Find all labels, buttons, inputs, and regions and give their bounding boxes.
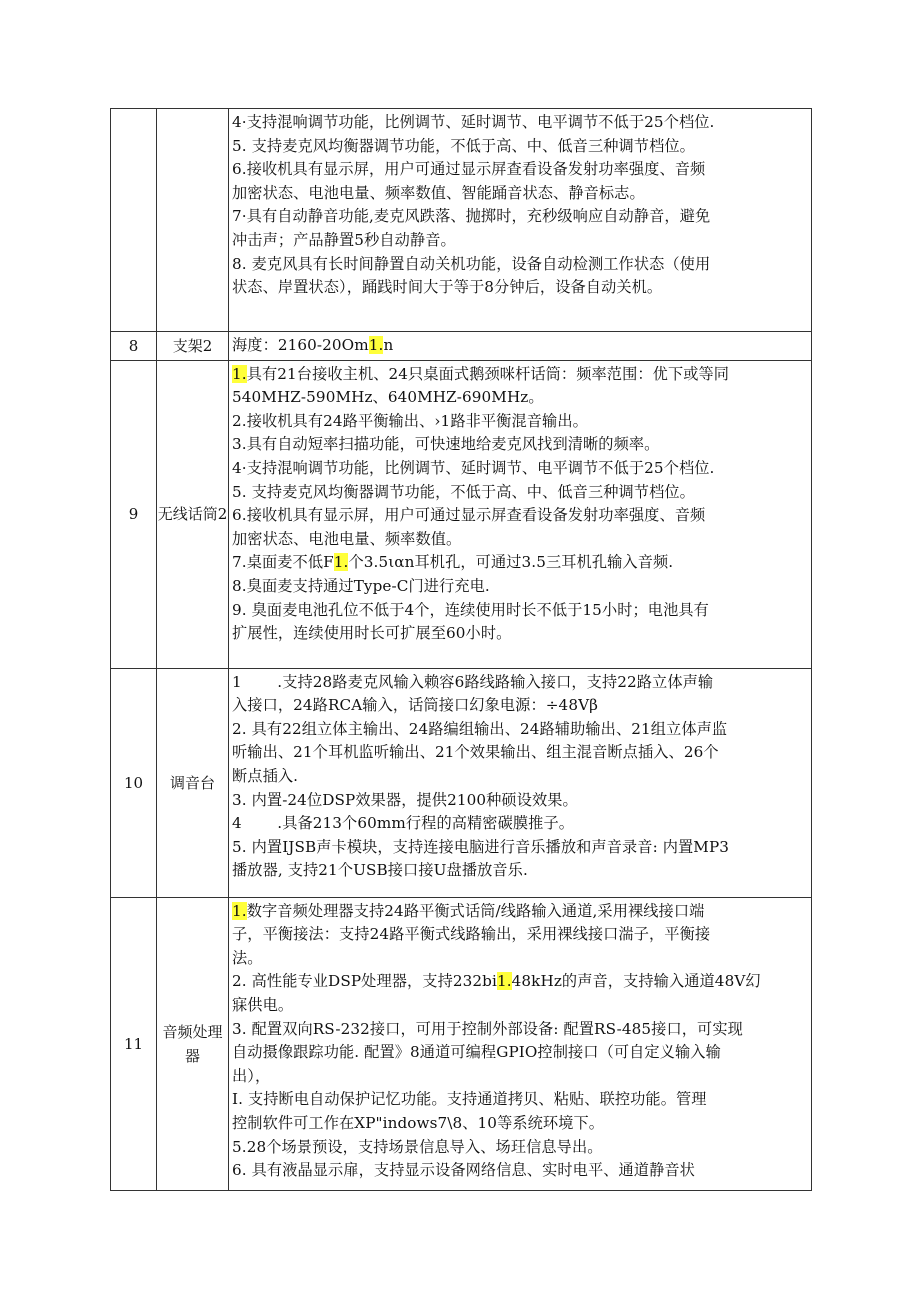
text-fragment: 7·具有自动静音功能,麦克风跌落、抛掷时，充秒级响应自动静音，避免: [232, 207, 711, 226]
text-fragment: 断点插入.: [232, 766, 299, 785]
text-fragment: 自动摄像跟踪功能. 配置》8通道可编程GPIO控制接口（可自定义输入输: [232, 1043, 721, 1062]
item-name: 支架2: [157, 332, 229, 361]
description-line: [232, 694, 808, 718]
row-number: 9: [111, 360, 157, 668]
description-line: [232, 410, 808, 434]
text-fragment: 6.接收机具有显示屏，用户可通过显示屏查看设备发射功率强度、音频: [232, 160, 706, 179]
description-line: [232, 158, 808, 182]
description-line: [232, 836, 808, 860]
row-number: 11: [111, 897, 157, 1190]
text-fragment: 8.臭面麦支持通过Type-C门进行充电.: [232, 576, 490, 595]
description-line: [232, 923, 808, 947]
text-fragment: 3. 配置双向RS-232接口，可用于控制外部设备: 配置RS-485接口，可实现: [232, 1019, 743, 1038]
text-fragment: 扩展性，连续使用时长可扩展至60小时。: [232, 624, 512, 643]
description-line: [232, 947, 808, 971]
description-line: [232, 386, 808, 410]
table-row: [111, 332, 812, 361]
description-line: [232, 575, 808, 599]
item-description: [229, 332, 812, 361]
text-fragment: 出），: [232, 1066, 271, 1085]
table-row: [111, 668, 812, 897]
text-fragment: 5. 支持麦克风均衡器调节功能，不低于高、中、低音三种调节档位。: [232, 482, 695, 501]
item-description: [229, 668, 812, 897]
description-line: [232, 599, 808, 623]
text-fragment: 3.具有自动短率扫描功能，可快速地给麦克风找到清晰的频率。: [232, 435, 660, 454]
description-line: [232, 229, 808, 253]
description-line: [232, 253, 808, 277]
description-line: [232, 718, 808, 742]
table-row: [111, 897, 812, 1190]
row-number: 10: [111, 668, 157, 897]
text-fragment: 加密状态、电池电量、频率数值、智能踊音状态、静音标志。: [232, 183, 645, 202]
text-fragment: 48kHz的声音，支持输入通道48V幻: [511, 972, 761, 991]
text-fragment: 2. 高性能专业DSP处理器，支持232bi: [232, 972, 497, 991]
description-line: [232, 528, 808, 552]
text-fragment: 控制软件可工作在XP"indows7\8、10等系统环境下。: [232, 1113, 605, 1132]
item-description: [229, 897, 812, 1190]
item-name: 无线话筒2: [157, 360, 229, 668]
text-fragment: 2.接收机具有24路平衡输出、›1路非平衡混音输出。: [232, 411, 588, 430]
description-line: [232, 504, 808, 528]
text-fragment: 状态、岸置状态），踊践时间大于等于8分钟后，设备自动关机。: [232, 278, 663, 297]
description-line: [232, 457, 808, 481]
description-line: [232, 182, 808, 206]
table-row: [111, 109, 812, 332]
description-line: [232, 1041, 808, 1065]
text-fragment: 540MHZ-590MHz、640MHZ-690MHz。: [232, 388, 544, 407]
text-fragment: 4·支持混响调节功能，比例调节、延时调节、电平调节不低于25个档位.: [232, 113, 715, 131]
description-line: [232, 789, 808, 813]
text-fragment: 4·支持混响调节功能，比例调节、延时调节、电平调节不低于25个档位.: [232, 458, 715, 477]
item-name: 音频处理器: [157, 897, 229, 1190]
highlighted-text: 1.: [232, 364, 247, 383]
text-fragment: 6.接收机具有显示屏，用户可通过显示屏查看设备发射功率强度、音频: [232, 506, 706, 525]
item-name: 调音台: [157, 668, 229, 897]
description-line: [232, 1018, 808, 1042]
text-fragment: 7.桌面麦不低F: [232, 553, 334, 572]
text-fragment: 个3.5ιαn耳机孔，可通过3.5三耳机孔输入音频.: [348, 553, 674, 572]
description-line: [232, 994, 808, 1018]
item-description: [229, 360, 812, 668]
text-fragment: 法。: [232, 948, 263, 967]
description-line: [232, 276, 808, 300]
description-line: [232, 334, 808, 358]
description-line: [232, 671, 808, 695]
text-fragment: 5.28个场景预设，支持场景信息导入、场玨信息导出。: [232, 1137, 603, 1156]
text-fragment: 冲击声；产品静置5秒自动静音。: [232, 230, 456, 249]
description-line: [232, 859, 808, 883]
text-fragment: 听输出、21个耳机监听输出、21个效果输出、组主混音断点插入、26个: [232, 743, 719, 762]
text-fragment: 3. 内置-24位DSP效果器，提供2100种硕设效果。: [232, 790, 578, 809]
text-fragment: 海度：2160-20Om: [232, 336, 369, 354]
description-line: [232, 1136, 808, 1160]
highlighted-text: 1.: [232, 901, 247, 920]
text-fragment: 5. 支持麦克风均衡器调节功能，不低于高、中、低音三种调节档位。: [232, 136, 695, 155]
table-row: [111, 360, 812, 668]
text-fragment: I. 支持断电自动保护记忆功能。支持通道拷贝、粘贴、联控功能。管理: [232, 1090, 707, 1109]
description-line: [232, 363, 808, 387]
highlighted-text: 1.: [496, 972, 512, 991]
text-fragment: 9. 臭面麦电池孔位不低于4个，连续使用时长不低于15小时；电池具有: [232, 600, 709, 619]
description-line: [232, 1159, 808, 1183]
text-fragment: 2. 具有22组立体主输出、24路编组输出、24路辅助输出、21组立体声监: [232, 719, 728, 738]
item-description: [229, 109, 812, 332]
text-fragment: 子，平衡接法：支持24路平衡式线路输出，采用裸线接口湍子，平衡接: [232, 925, 711, 944]
description-line: [232, 433, 808, 457]
text-fragment: 4 .具备213个60mm行程的高精密碳膜推子。: [232, 814, 575, 833]
item-name: [157, 109, 229, 332]
text-fragment: 1 .支持28路麦克风输入赖容6路线路输入接口，支持22路立体声输: [232, 672, 714, 691]
description-line: [232, 551, 808, 575]
row-number: [111, 109, 157, 332]
text-fragment: 播放器, 支持21个USB接口接U盘播放音乐.: [232, 861, 528, 880]
highlighted-text: 1.: [333, 553, 349, 572]
description-line: [232, 1065, 808, 1089]
description-line: [232, 812, 808, 836]
text-fragment: 数字音频处理器支持24路平衡式话筒/线路输入通道,采用裸线接口端: [246, 901, 705, 920]
description-line: [232, 135, 808, 159]
description-line: [232, 900, 808, 924]
description-line: [232, 111, 808, 135]
highlighted-text: 1.: [368, 336, 384, 354]
text-fragment: 具有21台接收主机、24只桌面式鹅颈咪杆话筒：频率范围：优下或等同: [246, 364, 730, 383]
text-fragment: 入接口，24路RCA输入，话筒接口幻象电源：÷48Vβ: [232, 696, 599, 715]
description-line: [232, 1112, 808, 1136]
description-line: [232, 481, 808, 505]
text-fragment: 8. 麦克风具有长时间静置自动关机功能，设备自动检测工作状态（使用: [232, 254, 711, 273]
description-line: [232, 741, 808, 765]
description-line: [232, 622, 808, 646]
row-number: 8: [111, 332, 157, 361]
text-fragment: 5. 内置IJSB声卡模块，支持连接电脑进行音乐播放和声音录音: 内置MP3: [232, 837, 730, 856]
description-line: [232, 765, 808, 789]
text-fragment: n: [383, 336, 394, 354]
spec-table: [110, 108, 812, 1191]
text-fragment: 6. 具有液晶显示扉，支持显示设备网络信息、实时电平、通道静音状: [232, 1161, 695, 1180]
description-line: [232, 1088, 808, 1112]
text-fragment: 加密状态、电池电量、频率数值。: [232, 529, 462, 548]
description-line: [232, 970, 808, 994]
description-line: [232, 205, 808, 229]
text-fragment: 寐供电。: [232, 995, 294, 1014]
